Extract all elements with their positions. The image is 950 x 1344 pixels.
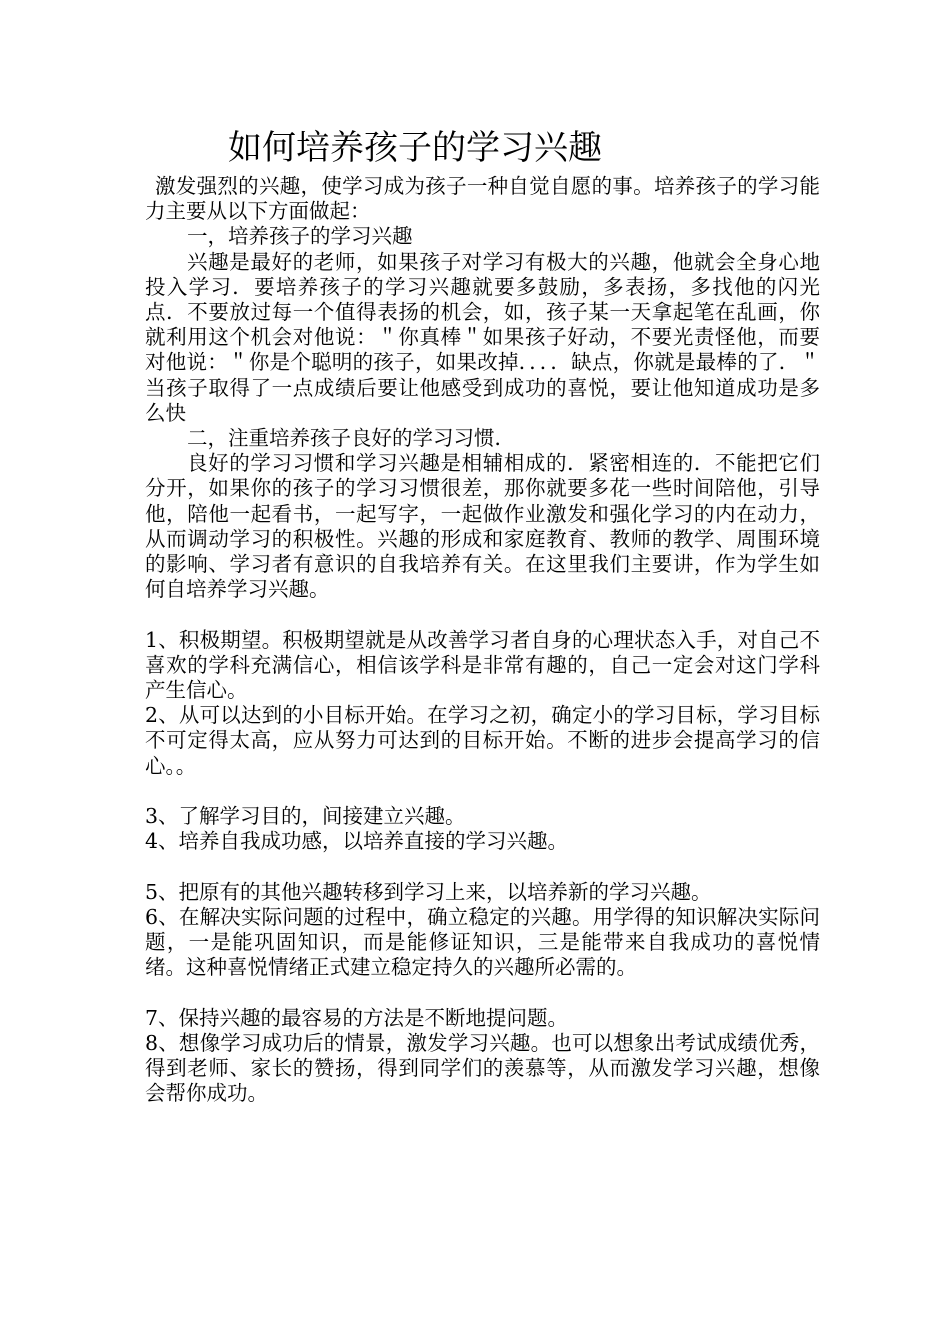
list-item-1: 1、积极期望。积极期望就是从改善学习者自身的心理状态入手，对自己不喜欢的学科充满信心，相信该学科是非常有趣的，自己一定会对这门学科产生信心。 bbox=[145, 627, 820, 703]
blank-line bbox=[145, 854, 820, 879]
blank-line bbox=[145, 980, 820, 1005]
intro-paragraph: 激发强烈的兴趣，使学习成为孩子一种自觉自愿的事。培养孩子的学习能力主要从以下方面做起： bbox=[145, 174, 820, 224]
document-title: 如何培养孩子的学习兴趣 bbox=[228, 128, 602, 168]
list-item-6: 6、在解决实际问题的过程中，确立稳定的兴趣。用学得的知识解决实际问题，一是能巩固知识，而是能修证知识，三是能带来自我成功的喜悦情绪。这种喜悦情绪正式建立稳定持久的兴趣所必需的。 bbox=[145, 904, 820, 980]
blank-line bbox=[145, 779, 820, 804]
list-item-8: 8、想像学习成功后的情景，激发学习兴趣。也可以想象出考试成绩优秀，得到老师、家长的赞扬，得到同学们的羡慕等，从而激发学习兴趣，想像会帮你成功。 bbox=[145, 1030, 820, 1106]
section-1-paragraph: 兴趣是最好的老师，如果孩子对学习有极大的兴趣，他就会全身心地投入学习．要培养孩子的学习兴趣就要多鼓励，多表扬，多找他的闪光点．不要放过每一个值得表扬的机会，如，孩子某一天拿起笔在乱画，你就利用这个机会对他说：＂你真棒＂如果孩子好动，不要光责怪他，而要对他说：＂你是个聪明的孩子，如果改掉．．．．缺点，你就是最棒的了．＂当孩子取得了一点成绩后要让他感受到成功的喜悦，要让他知道成功是多么快 bbox=[145, 249, 820, 425]
list-item-4: 4、培养自我成功感，以培养直接的学习兴趣。 bbox=[145, 829, 569, 854]
section-2-heading: 二，注重培养孩子良好的学习习惯． bbox=[187, 426, 515, 451]
document-body bbox=[145, 174, 820, 1106]
list-item-2: 2、从可以达到的小目标开始。在学习之初，确定小的学习目标，学习目标不可定得太高，应从努力可达到的目标开始。不断的进步会提高学习的信心。。 bbox=[145, 703, 820, 778]
list-item-3: 3、了解学习目的，间接建立兴趣。 bbox=[145, 804, 466, 829]
list-item-7: 7、保持兴趣的最容易的方法是不断地提问题。 bbox=[145, 1005, 569, 1030]
section-2-paragraph: 良好的学习习惯和学习兴趣是相辅相成的．紧密相连的．不能把它们分开，如果你的孩子的学习习惯很差，那你就要多花一些时间陪他，引导他，陪他一起看书，一起写字，一起做作业激发和强化学习的内在动力，从而调动学习的积极性。兴趣的形成和家庭教育、教师的教学、周围环境的影响、学习者有意识的自我培养有关。在这里我们主要讲，作为学生如何自培养学习兴趣。 bbox=[145, 451, 820, 602]
section-1-heading: 一，培养孩子的学习兴趣 bbox=[187, 224, 413, 249]
list-item-5: 5、把原有的其他兴趣转移到学习上来，以培养新的学习兴趣。 bbox=[145, 879, 712, 904]
blank-line bbox=[145, 602, 820, 627]
